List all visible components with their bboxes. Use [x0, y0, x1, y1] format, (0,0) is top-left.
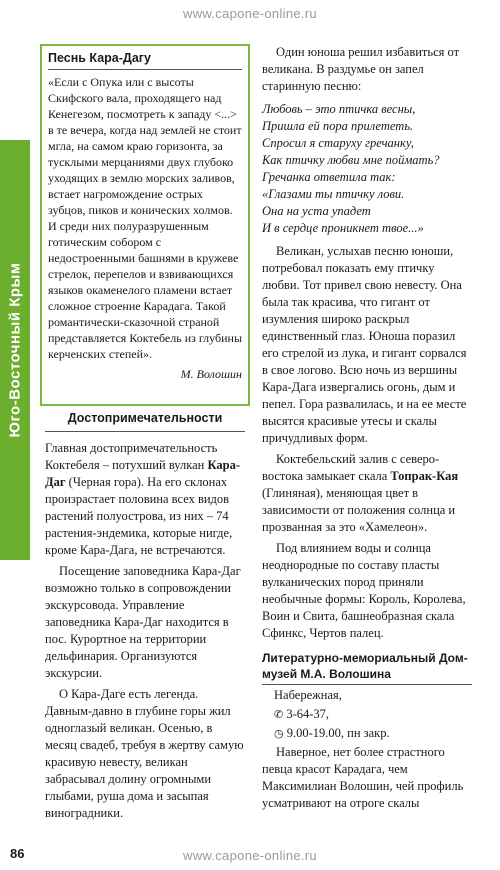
paragraph-voloshin: Наверное, нет более страстного певца красот Карадага, чем Максимилиан Волошин, чей профиль усматривают на отроге скалы: [262, 745, 464, 810]
page-number: 86: [10, 846, 25, 861]
right-column: [262, 44, 472, 816]
bold-term-toprak-kaya: Топрак-Кая: [390, 469, 459, 483]
paragraph-giant: Великан, услыхав песню юноши, потребовал показать ему птичку любви. Тот привел свою невесту. Она была так красива, что гигант от изумления широко раскрыл единственный глаз. Юноша поразил его стрелой из лука, и гигант сорвался в свое логово. Всю ночь из вершины Кара-Дага извергались огонь, дым и пепел. Гора развалилась, и на ее месте высятся красивые утесы и скалы причудливых форм.: [262, 244, 467, 445]
paragraph-legend: О Кара-Даге есть легенда. Давным-давно в глубине горы жил одноглазый великан. Осенью, в месяц свадеб, требуя в жертву самую красивую невесту, великан забрасывал долину огромными глыбами, руша дома и засыпая виноградники.: [45, 687, 244, 820]
phone-number: 3-64-37,: [286, 707, 330, 721]
paragraph-rock-forms: Под влиянием воды и солнца неоднородные по составу пласты вулканических пород приняли необычные формы: Король, Королева, Воин и Свита, башнеобразная скала Сфинкс, Чертов палец.: [262, 541, 466, 640]
museum-heading: Литературно-мемориальный Дом-музей М.А. Волошина: [262, 650, 472, 685]
bold-term-karadag: Кара-Даг: [45, 458, 240, 489]
song-line: Гречанка ответила так:: [262, 170, 396, 184]
text-run: Главная достопримечательность Коктебеля – потухший вулкан: [45, 441, 218, 472]
section-heading-sights: Достопримечательности: [45, 410, 245, 432]
song-line: Она на уста упадет: [262, 204, 371, 218]
song-verse: [262, 101, 472, 237]
clock-icon: ◷: [274, 727, 284, 740]
song-line: «Глазами ты птичку лови.: [262, 187, 405, 201]
museum-phone: [262, 706, 472, 723]
paragraph-volcano: [45, 440, 245, 559]
opening-hours: 9.00-19.00, пн закр.: [286, 726, 390, 740]
paragraph-reserve: Посещение заповедника Кара-Даг возможно только в сопровождении экскурсовода. Управление заповедника Кара-Даг находится в пос. Курортное на территории дельфинария. Организуются экскурсии.: [45, 564, 241, 680]
quote-title: Песнь Кара-Дагу: [48, 50, 242, 70]
museum-hours: [262, 725, 472, 742]
song-line: Как птичку любви мне поймать?: [262, 153, 440, 167]
watermark-top: www.capone-online.ru: [183, 6, 317, 21]
phone-icon: ✆: [274, 708, 284, 721]
song-line: Спросил я старуху гречанку,: [262, 136, 414, 150]
text-run: (Глиняная), меняющая цвет в зависимости от положения солнца и прозванная за это «Хамелеон».: [262, 486, 456, 534]
quote-box: [40, 44, 250, 406]
quote-text: «Если с Опука или с высоты Скифского вала, проходящего над Кенегезом, посмотреть к западу <...> в те вечера, когда над землей не стоит мгла, на самом краю горизонта, за тусклыми мерцаниями двух глубоко уходящих в землю морских заливов, встает нагромождение острых зубцов, пиков и конических холмов. И среди них полуразрушенным готическим собором с недостроенными башнями в кружеве стрелок, перепелов и взвивающихся языков окаменелого пламени встает сложное строение Карадага. Такой романтически-сказочной страной представляется Коктебель из глубины керченских степей».: [48, 75, 243, 361]
text-run: (Черная гора). На его склонах произрастает половина всех видов растений полуострова, из них – 74 растения-эндемика, которые нигде, кроме Кара-Дага, не встречаются.: [45, 475, 233, 557]
song-line: И в сердце проникнет твое...»: [262, 221, 424, 235]
song-line: Любовь – это птичка весны,: [262, 102, 416, 116]
song-line: Пришла ей пора прилететь.: [262, 119, 414, 133]
paragraph-toprak-kaya: [262, 451, 472, 536]
paragraph-youth: Один юноша решил избавиться от великана. В раздумье он запел старинную песню:: [262, 45, 460, 93]
quote-author: М. Волошин: [180, 367, 242, 381]
left-column: [45, 410, 245, 826]
text-run: Коктебельский залив с северо-востока замыкает скала: [262, 452, 440, 483]
region-side-tab: [0, 140, 30, 560]
region-label: Юго-Восточный Крым: [6, 262, 24, 438]
museum-address: Набережная,: [274, 688, 342, 702]
watermark-bottom: www.capone-online.ru: [183, 848, 317, 863]
